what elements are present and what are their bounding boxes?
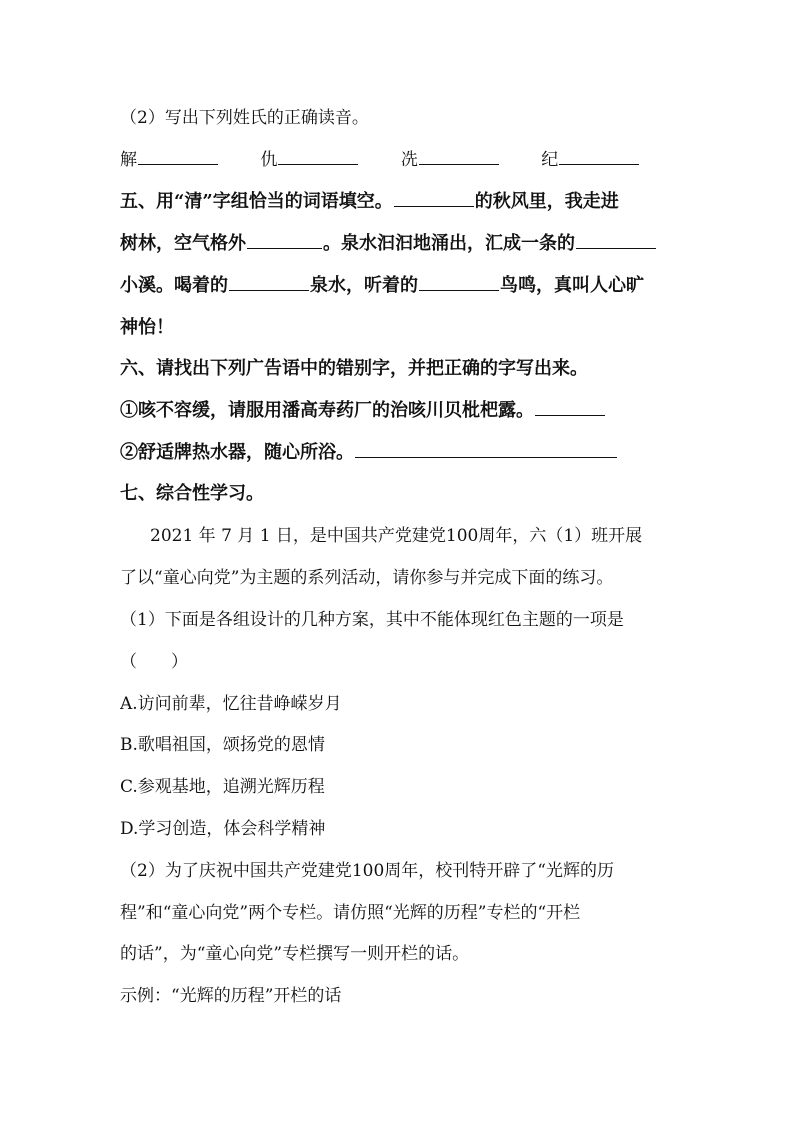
q5-line-1 <box>120 190 680 214</box>
surname-2: 仇 <box>260 150 278 170</box>
q5-text: 。泉水汩汩地涌出，汇成一条的 <box>323 233 575 254</box>
option-b: B.歌唱祖国，颂扬党的恩情 <box>120 735 325 755</box>
q7-intro-2: 了以“童心向党”为主题的系列活动，请你参与并完成下面的练习。 <box>120 568 614 588</box>
answer-blank[interactable] <box>535 414 605 416</box>
answer-blank[interactable] <box>394 205 474 207</box>
q7-title: 七、综合性学习。 <box>120 483 264 504</box>
q5-line-2 <box>120 232 680 256</box>
q7-sub2-line-2: 程”和“童心向党”两个专栏。请仿照“光辉的历程”专栏的“开栏 <box>120 903 581 923</box>
surname-1: 解 <box>120 150 137 170</box>
answer-blank[interactable] <box>247 247 322 249</box>
q7-sub2-line-1: （2）为了庆祝中国共产党建党100周年，校刊特开辟了“光辉的历 <box>120 861 614 881</box>
option-c: C.参观基地，追溯光辉历程 <box>120 777 325 797</box>
q5-text: 鸟鸣，真叫人心旷 <box>500 275 644 296</box>
surname-4: 纪 <box>541 150 559 170</box>
answer-blank[interactable] <box>278 163 358 165</box>
q5-text: 小溪。喝着的 <box>120 275 228 296</box>
q6-item-text: ②舒适牌热水器，随心所浴。 <box>120 442 354 463</box>
answer-blank[interactable] <box>355 456 617 458</box>
q7-sub1-answer-paren[interactable]: （ ） <box>120 652 188 672</box>
option-a: A.访问前辈，忆往昔峥嵘岁月 <box>120 694 342 714</box>
surname-3: 冼 <box>400 150 418 170</box>
q5-text: 的秋风里，我走进 <box>474 191 619 212</box>
answer-blank[interactable] <box>229 289 309 291</box>
answer-blank[interactable] <box>576 247 656 249</box>
q6-item-2 <box>120 441 680 465</box>
q5-text: 泉水，听着的 <box>310 275 418 296</box>
surname-list <box>120 148 680 172</box>
q6-item-text: ①咳不容缓，请服用潘高寿药厂的治咳川贝枇杷露。 <box>120 400 534 421</box>
answer-blank[interactable] <box>419 163 499 165</box>
q7-sub2-line-3: 的话”，为“童心向党”专栏撰写一则开栏的话。 <box>120 944 470 964</box>
q7-sub1-question: （1）下面是各组设计的几种方案，其中不能体现红色主题的一项是 <box>120 610 624 630</box>
example-label: 示例：“光辉的历程”开栏的话 <box>120 986 342 1006</box>
option-d: D.学习创造，体会科学精神 <box>120 819 326 839</box>
q4-part2-prompt: （2）写出下列姓氏的正确读音。 <box>120 108 369 128</box>
q5-line-4: 神怡！ <box>120 317 174 338</box>
q6-title: 六、请找出下列广告语中的错别字，并把正确的字写出来。 <box>120 358 588 379</box>
answer-blank[interactable] <box>419 289 499 291</box>
answer-blank[interactable] <box>138 163 218 165</box>
q5-text: 树林，空气格外 <box>120 233 246 254</box>
q5-title: 五、用“清”字组恰当的词语填空。 <box>120 191 393 212</box>
q5-line-3 <box>120 274 680 298</box>
answer-blank[interactable] <box>559 163 639 165</box>
q7-intro-1: 2021 年 7 月 1 日，是中国共产党建党100周年，六（1）班开展 <box>150 526 643 546</box>
q6-item-1 <box>120 399 680 423</box>
